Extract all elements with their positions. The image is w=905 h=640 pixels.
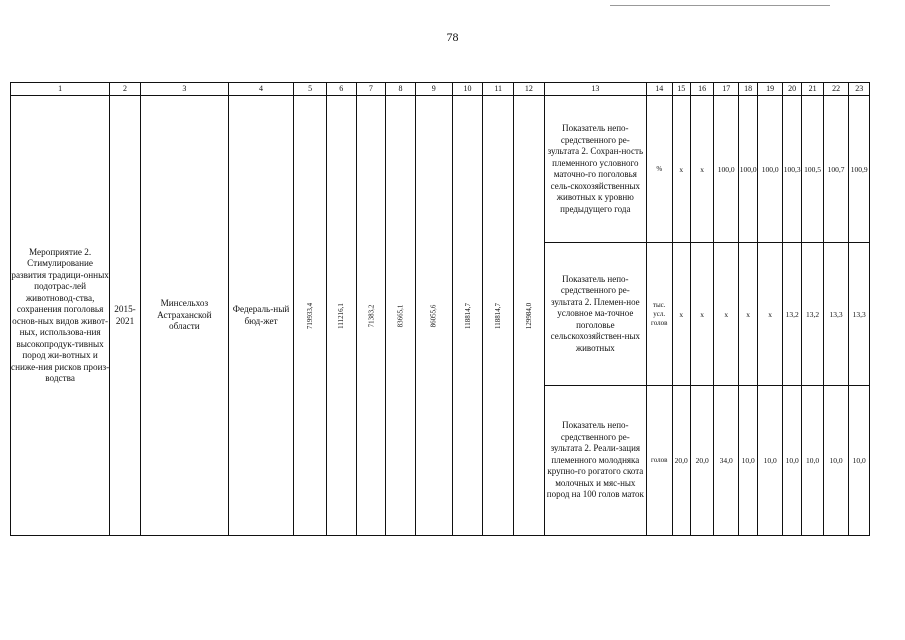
indicator-value: 100,7	[823, 96, 849, 243]
financing-2017: 83665,1	[386, 96, 416, 536]
col-header: 7	[356, 83, 386, 96]
col-header: 1	[11, 83, 110, 96]
program-table	[10, 82, 870, 536]
col-header: 6	[326, 83, 356, 96]
indicator-value: х	[672, 243, 690, 386]
financing-2018: 86055,6	[415, 96, 452, 536]
financing-2015: 111216,1	[326, 96, 356, 536]
indicator-value: 10,0	[849, 386, 870, 536]
indicator-value: 100,9	[849, 96, 870, 243]
indicator-value: 100,0	[738, 96, 757, 243]
indicator-value: 34,0	[714, 386, 739, 536]
financing-2016: 71383,2	[356, 96, 386, 536]
activity-name: Мероприятие 2. Стимулирование развития традици-онных подотрас-лей животновод-ства, сохранения поголовья основ-ных видов живот-ных, использова-ния высокопродук-тивных пород жи-вотных и сниже-ния рисков произ-водства	[11, 96, 110, 536]
indicator-value: х	[738, 243, 757, 386]
indicator-value: 20,0	[672, 386, 690, 536]
col-header: 4	[228, 83, 293, 96]
col-header: 12	[514, 83, 545, 96]
col-header: 10	[452, 83, 483, 96]
indicator-value: 13,2	[782, 243, 801, 386]
col-header: 5	[294, 83, 327, 96]
indicator-value: 10,0	[738, 386, 757, 536]
financing-source: Федераль-ный бюд-жет	[228, 96, 293, 536]
col-header: 8	[386, 83, 416, 96]
financing-2019: 118814,7	[452, 96, 483, 536]
col-header: 21	[802, 83, 823, 96]
col-header: 19	[758, 83, 783, 96]
indicator-value: х	[690, 243, 714, 386]
indicator-value: 13,3	[823, 243, 849, 386]
indicator-value: 10,0	[802, 386, 823, 536]
col-header: 11	[483, 83, 514, 96]
page-number: 78	[446, 30, 459, 44]
col-header: 3	[140, 83, 228, 96]
scan-artifact-line	[610, 5, 830, 6]
indicator-value: 100,5	[802, 96, 823, 243]
indicator-value: 10,0	[823, 386, 849, 536]
col-header: 9	[415, 83, 452, 96]
indicator-name: Показатель непо-средственного ре-зультата 2. Сохран-ность племенного условного маточно-го поголовья сель-скохозяйственных животных к уровню предыдущего года	[544, 96, 646, 243]
col-header: 13	[544, 83, 646, 96]
indicator-unit: %	[646, 96, 672, 243]
col-header: 16	[690, 83, 714, 96]
financing-total: 719933,4	[294, 96, 327, 536]
activity-executor: Минсельхоз Астраханской области	[140, 96, 228, 536]
indicator-value: 20,0	[690, 386, 714, 536]
indicator-value: х	[758, 243, 783, 386]
indicator-name: Показатель непо-средственного ре-зультата 2. Племен-ное условное ма-точное поголовье сельскохозяйствен-ных животных	[544, 243, 646, 386]
col-header: 15	[672, 83, 690, 96]
col-header: 20	[782, 83, 801, 96]
column-number-row	[11, 83, 870, 96]
indicator-unit: голов	[646, 386, 672, 536]
indicator-value: х	[690, 96, 714, 243]
col-header: 23	[849, 83, 870, 96]
indicator-value: х	[672, 96, 690, 243]
col-header: 18	[738, 83, 757, 96]
col-header: 2	[110, 83, 141, 96]
financing-2020: 118814,7	[483, 96, 514, 536]
indicator-value: х	[714, 243, 739, 386]
col-header: 22	[823, 83, 849, 96]
indicator-value: 100,0	[714, 96, 739, 243]
indicator-value: 10,0	[758, 386, 783, 536]
indicator-name: Показатель непо-средственного ре-зультата 2. Реали-зация племенного молодняка крупно-го рогатого скота молочных и мяс-ных пород на 100 голов маток	[544, 386, 646, 536]
activity-years: 2015-2021	[110, 96, 141, 536]
indicator-value: 100,3	[782, 96, 801, 243]
col-header: 14	[646, 83, 672, 96]
indicator-unit: тыс. усл. голов	[646, 243, 672, 386]
indicator-value: 10,0	[782, 386, 801, 536]
indicator-value: 100,0	[758, 96, 783, 243]
col-header: 17	[714, 83, 739, 96]
financing-2021: 129984,0	[514, 96, 545, 536]
indicator-row-1	[11, 96, 870, 243]
indicator-value: 13,2	[802, 243, 823, 386]
indicator-value: 13,3	[849, 243, 870, 386]
